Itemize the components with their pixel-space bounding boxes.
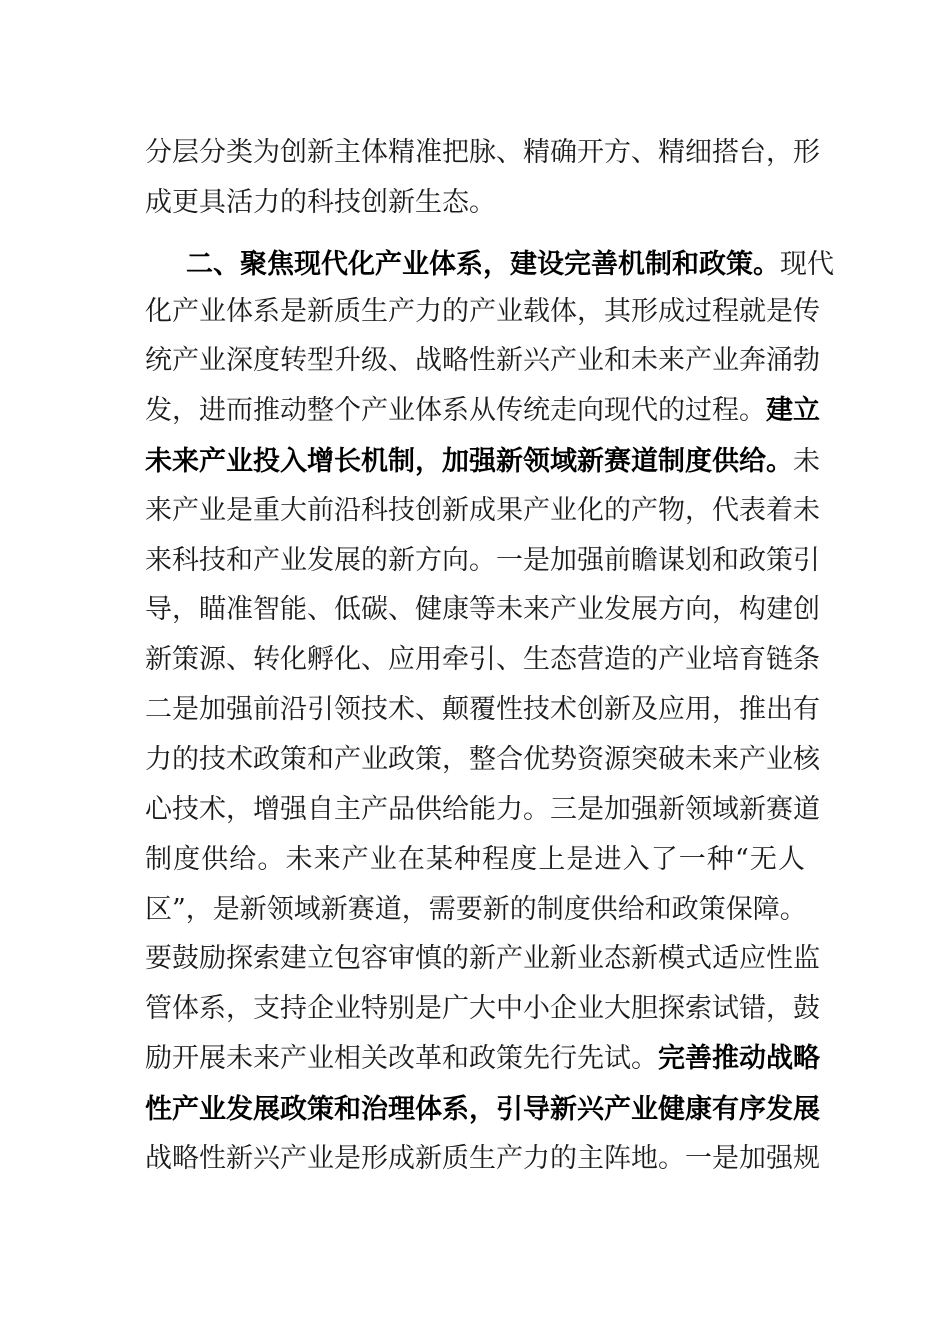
text-segment: 未 — [793, 446, 820, 477]
text-segment: 制度供给。未来产业在某种程度上是进入了一种“无人 — [145, 844, 805, 875]
bold-text-segment: 建立 — [766, 395, 820, 426]
text-segment: 统产业深度转型升级、战略性新兴产业和未来产业奔涌勃 — [145, 345, 820, 376]
text-segment: 新策源、转化孵化、应用牵引、生态营造的产业培育链条 — [145, 644, 820, 675]
text-line — [145, 541, 820, 581]
text-segment: 来科技和产业发展的新方向。一是加强前瞻谋划和政策引 — [145, 545, 820, 576]
bold-text-segment: 未来产业投入增长机制，加强新领域新赛道制度供给。 — [145, 446, 793, 477]
text-line — [145, 133, 820, 173]
text-segment: 来产业是重大前沿科技创新成果产业化的产物，代表着未 — [145, 495, 820, 526]
text-segment: 管体系，支持企业特别是广大中小企业大胆探索试错，鼓 — [145, 993, 820, 1024]
text-segment: 要鼓励探索建立包容审慎的新产业新业态新模式适应性监 — [145, 943, 820, 974]
text-line — [145, 491, 820, 531]
text-segment: 分层分类为创新主体精准把脉、精确开方、精细搭台，形 — [145, 137, 820, 168]
text-line — [145, 840, 805, 880]
text-segment: 化产业体系是新质生产力的产业载体，其形成过程就是传 — [145, 296, 820, 327]
text-line — [145, 989, 820, 1029]
text-line — [145, 183, 805, 223]
bold-text-segment: 二、聚焦现代化产业体系，建设完善机制和政策。 — [186, 249, 780, 280]
text-segment: 力的技术政策和产业政策，整合优势资源突破未来产业核 — [145, 744, 820, 775]
text-line — [145, 442, 820, 482]
text-segment: 二是加强前沿引领技术、颠覆性技术创新及应用，推出有 — [145, 694, 820, 725]
text-line — [145, 939, 820, 979]
text-segment: 成更具活力的科技创新生态。 — [145, 187, 496, 218]
text-segment: 现代 — [780, 249, 834, 280]
text-line — [145, 590, 820, 630]
paragraph-heading-line — [186, 245, 834, 285]
text-line — [145, 740, 820, 780]
text-line — [145, 1090, 820, 1130]
text-line — [145, 890, 805, 930]
text-segment: 心技术，增强自主产品供给能力。三是加强新领域新赛道 — [145, 794, 820, 825]
text-line — [145, 292, 820, 332]
text-line — [145, 341, 820, 381]
text-line — [145, 1139, 820, 1179]
text-segment: 发，进而推动整个产业体系从传统走向现代的过程。 — [145, 395, 766, 426]
text-line — [145, 640, 820, 680]
text-line — [145, 1039, 820, 1079]
text-segment: 战略性新兴产业是形成新质生产力的主阵地。一是加强规 — [145, 1143, 820, 1174]
bold-text-segment: 性产业发展政策和治理体系，引导新兴产业健康有序发展 — [145, 1094, 820, 1125]
text-segment: 区”，是新领域新赛道，需要新的制度供给和政策保障。 — [145, 894, 807, 925]
bold-text-segment: 完善推动战略 — [658, 1043, 820, 1074]
text-line — [145, 690, 820, 730]
text-segment: 导，瞄准智能、低碳、健康等未来产业发展方向，构建创 — [145, 594, 820, 625]
text-line — [145, 790, 820, 830]
text-segment: 励开展未来产业相关改革和政策先行先试。 — [145, 1043, 658, 1074]
text-line — [145, 391, 820, 431]
